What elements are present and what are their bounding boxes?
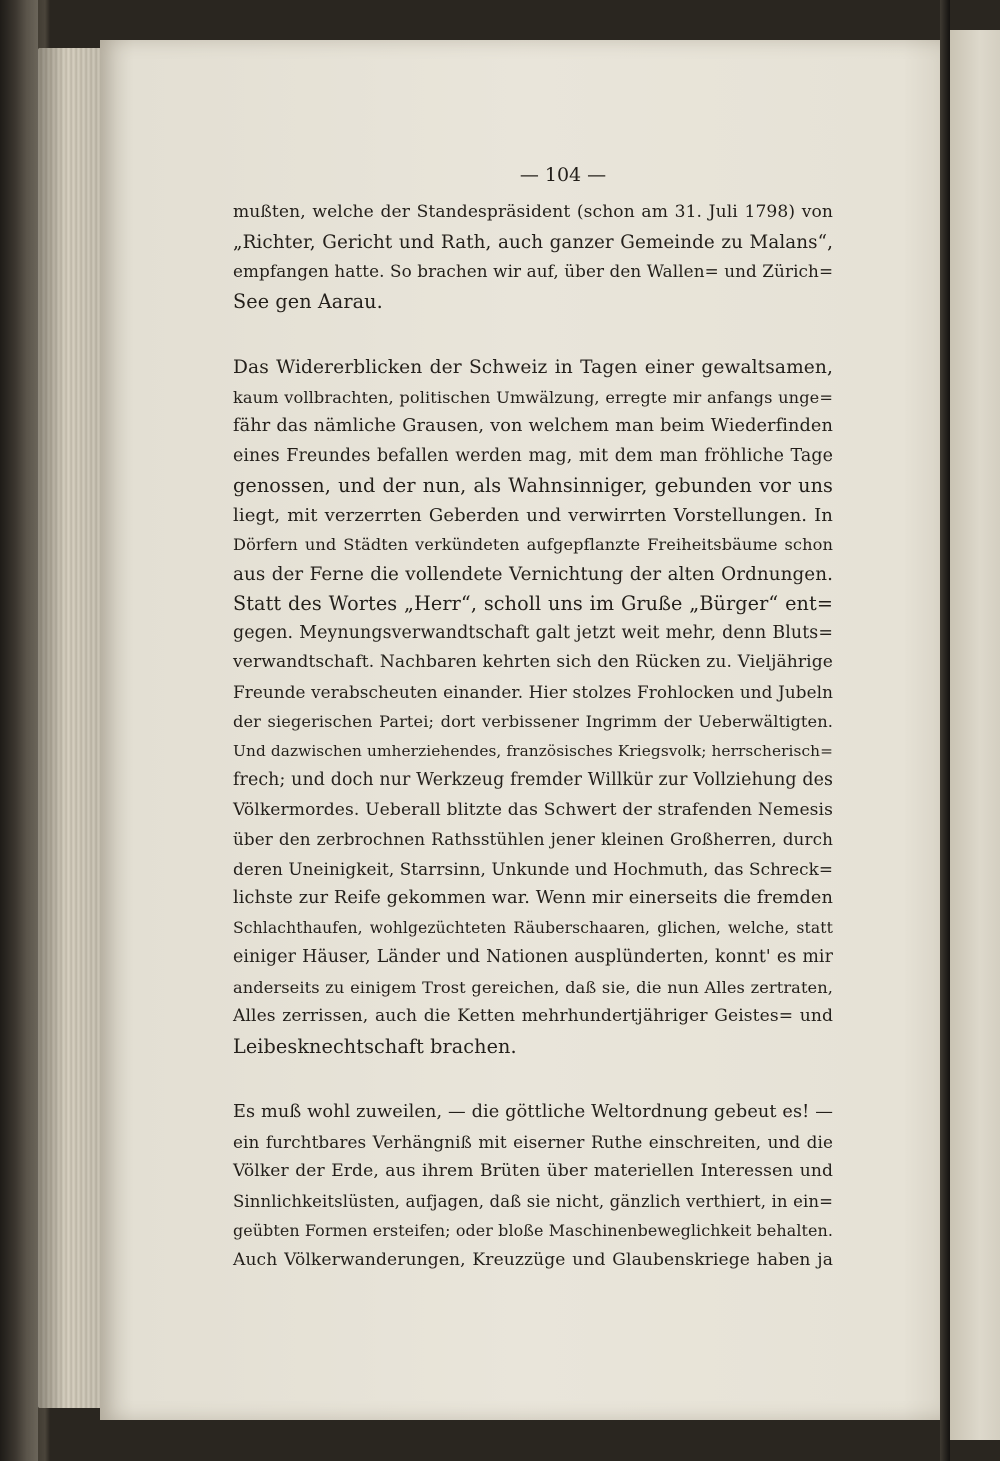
text-line: gegen. Meynungsverwandtschaft galt jetzt weit mehr, denn Bluts=	[233, 622, 833, 643]
text-line: einiger Häuser, Länder und Nationen ausplünderten, konnt' es mir	[233, 947, 833, 967]
paragraph-spacer	[233, 316, 833, 353]
book-cover-edge	[0, 0, 38, 1461]
facing-page-edge	[950, 30, 1000, 1440]
text-line: Es muß wohl zuweilen, — die göttliche Weltordnung gebeut es! —	[233, 1102, 833, 1122]
paragraph-3	[233, 1098, 833, 1275]
paragraph-2	[233, 353, 833, 1061]
text-line: fähr das nämliche Grausen, von welchem man beim Wiederfinden	[233, 416, 833, 436]
text-line: ein furchtbares Verhängniß mit eiserner Ruthe einschreiten, und die	[233, 1131, 833, 1152]
book-gutter	[940, 0, 950, 1461]
text-line: kaum vollbrachten, politischen Umwälzung, erregte mir anfangs unge=	[233, 387, 833, 407]
text-line: Leibesknechtschaft brachen.	[233, 1034, 517, 1058]
text-line: über den zerbrochnen Rathsstühlen jener kleinen Großherren, durch	[233, 829, 833, 849]
page-stack-shadow	[38, 48, 108, 1408]
page-number: — 104 —	[519, 164, 607, 186]
text-line: lichste zur Reife gekommen war. Wenn mir einerseits die fremden	[233, 888, 833, 908]
text-line: Und dazwischen umherziehendes, französisches Kriegsvolk; herrscherisch=	[233, 741, 833, 760]
text-line: anderseits zu einigem Trost gereichen, daß sie, die nun Alles zertraten,	[233, 977, 833, 997]
text-line: Völkermordes. Ueberall blitzte das Schwert der strafenden Nemesis	[233, 799, 833, 820]
text-line: frech; und doch nur Werkzeug fremder Willkür zur Vollziehung des	[233, 770, 833, 790]
text-line: Völker der Erde, aus ihrem Brüten über materiellen Interessen und	[233, 1161, 833, 1181]
paragraph-spacer	[233, 1061, 833, 1098]
text-line: der siegerischen Partei; dort verbissener Ingrimm der Ueberwältigten.	[233, 712, 833, 731]
text-line: Freunde verabscheuten einander. Hier stolzes Frohlocken und Jubeln	[233, 681, 833, 702]
text-line: geübten Formen ersteifen; oder bloße Maschinenbeweglichkeit behalten.	[233, 1221, 833, 1240]
text-line: See gen Aarau.	[233, 289, 383, 313]
text-line: deren Uneinigkeit, Starrsinn, Unkunde und Hochmuth, das Schreck=	[233, 858, 834, 879]
page-text-block	[233, 160, 833, 1275]
text-line: mußten, welche der Standespräsident (schon am 31. Juli 1798) von	[233, 202, 833, 222]
text-line: Sinnlichkeitslüsten, aufjagen, daß sie nicht, gänzlich verthiert, in ein=	[233, 1191, 833, 1211]
text-line: Schlachthaufen, wohlgezüchteten Räuberschaaren, glichen, welche, statt	[233, 918, 833, 937]
text-line: eines Freundes befallen werden mag, mit dem man fröhliche Tage	[233, 445, 833, 466]
text-line: Dörfern und Städten verkündeten aufgepflanzte Freiheitsbäume schon	[233, 535, 833, 554]
text-line: verwandtschaft. Nachbaren kehrten sich den Rücken zu. Vieljährige	[233, 652, 833, 672]
text-line: „Richter, Gericht und Rath, auch ganzer Gemeinde zu Malans“,	[233, 231, 833, 253]
text-line: Statt des Wortes „Herr“, scholl uns im Gruße „Bürger“ ent=	[233, 592, 833, 615]
paragraph-1	[233, 198, 833, 316]
text-line: Das Widererblicken der Schweiz in Tagen einer gewaltsamen,	[233, 357, 833, 378]
text-line: aus der Ferne die vollendete Vernichtung der alten Ordnungen.	[233, 563, 833, 585]
text-line: Auch Völkerwanderungen, Kreuzzüge und Glaubenskriege haben ja	[233, 1249, 833, 1270]
text-line: empfangen hatte. So brachen wir auf, über den Wallen= und Zürich=	[233, 261, 834, 281]
text-line: liegt, mit verzerrten Geberden und verwirrten Vorstellungen. In	[233, 504, 833, 526]
text-line: genossen, und der nun, als Wahnsinniger, gebunden vor uns	[233, 474, 833, 497]
text-line: Alles zerrissen, auch die Ketten mehrhundertjähriger Geistes= und	[233, 1006, 833, 1026]
